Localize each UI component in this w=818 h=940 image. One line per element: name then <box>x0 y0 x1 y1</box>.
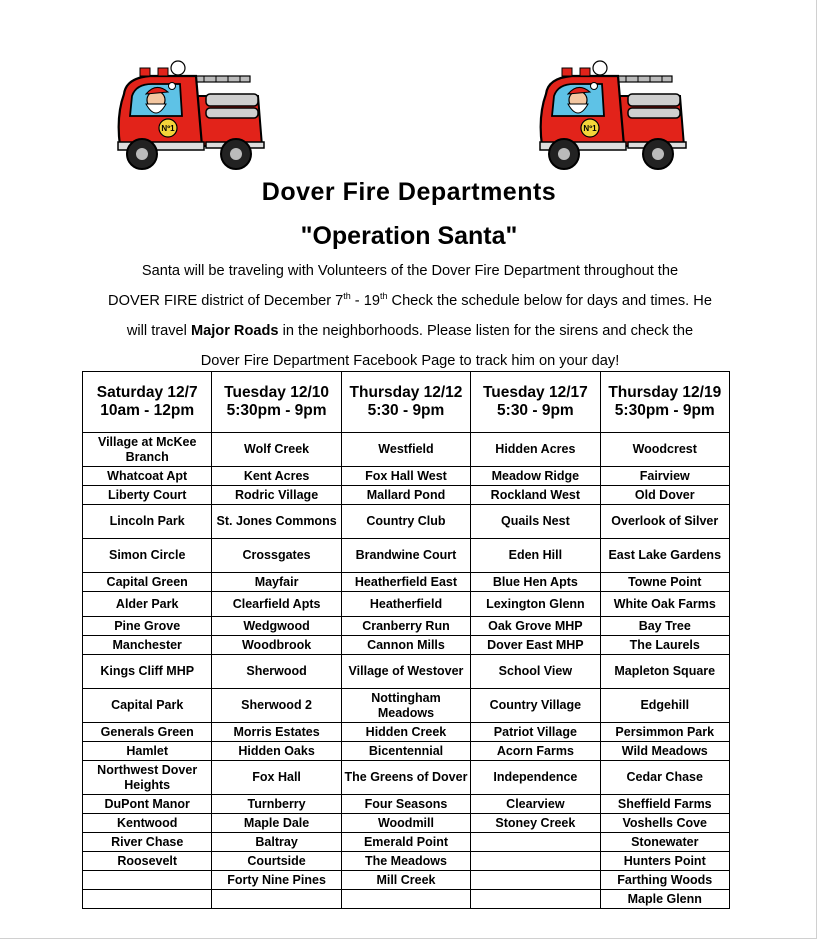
table-cell: Forty Nine Pines <box>212 871 341 890</box>
table-cell: Mallard Pond <box>341 486 470 505</box>
table-cell: Brandwine Court <box>341 539 470 573</box>
fire-truck-santa-illustration-left <box>110 56 272 174</box>
table-row <box>83 433 730 467</box>
table-row <box>83 871 730 890</box>
table-cell: Mayfair <box>212 573 341 592</box>
table-cell: Roosevelt <box>83 852 212 871</box>
table-cell: Pine Grove <box>83 617 212 636</box>
table-cell <box>471 833 600 852</box>
intro-paragraph <box>40 256 780 376</box>
table-cell: Simon Circle <box>83 539 212 573</box>
table-cell: Village at McKee Branch <box>83 433 212 467</box>
table-cell <box>83 890 212 909</box>
table-cell: Farthing Woods <box>600 871 729 890</box>
table-cell: Kentwood <box>83 814 212 833</box>
table-cell: Morris Estates <box>212 723 341 742</box>
table-cell: Sherwood <box>212 655 341 689</box>
intro-line-2a: DOVER FIRE district of December 7 <box>108 293 344 309</box>
table-cell: Cranberry Run <box>341 617 470 636</box>
intro-line-2b: - 19 <box>350 293 380 309</box>
intro-line-1: Santa will be traveling with Volunteers of the Dover Fire Department throughout the <box>141 263 679 279</box>
page-subtitle: "Operation Santa" <box>300 222 518 250</box>
table-cell: Kings Cliff MHP <box>83 655 212 689</box>
table-cell: Edgehill <box>600 689 729 723</box>
table-row <box>83 617 730 636</box>
intro-line-3b: in the neighborhoods. Please listen for the sirens and check the <box>278 323 694 339</box>
intro-line-2c: Check the schedule below for days and times. He <box>387 293 712 309</box>
table-cell: Hidden Acres <box>471 433 600 467</box>
column-header-0: Saturday 12/7 10am - 12pm <box>83 372 212 433</box>
schedule-body <box>83 433 730 909</box>
table-cell: Generals Green <box>83 723 212 742</box>
table-row <box>83 505 730 539</box>
table-cell: Stonewater <box>600 833 729 852</box>
table-cell <box>341 890 470 909</box>
table-cell: Baltray <box>212 833 341 852</box>
table-cell: Country Village <box>471 689 600 723</box>
table-cell: School View <box>471 655 600 689</box>
table-cell: Nottingham Meadows <box>341 689 470 723</box>
table-cell: Northwest Dover Heights <box>83 761 212 795</box>
table-cell: Stoney Creek <box>471 814 600 833</box>
table-cell: Oak Grove MHP <box>471 617 600 636</box>
table-cell: Clearfield Apts <box>212 592 341 617</box>
truck-badge-text: Nº1 <box>161 124 175 133</box>
intro-line-3a: will travel <box>126 323 191 339</box>
table-cell: Quails Nest <box>471 505 600 539</box>
table-row <box>83 795 730 814</box>
table-cell: Wedgwood <box>212 617 341 636</box>
table-cell: Patriot Village <box>471 723 600 742</box>
table-cell: Eden Hill <box>471 539 600 573</box>
table-cell: Hidden Creek <box>341 723 470 742</box>
table-cell <box>471 890 600 909</box>
table-cell: Old Dover <box>600 486 729 505</box>
column-header-4: Thursday 12/19 5:30pm - 9pm <box>600 372 729 433</box>
table-cell: Hidden Oaks <box>212 742 341 761</box>
table-cell: Clearview <box>471 795 600 814</box>
table-cell: Heatherfield <box>341 592 470 617</box>
table-cell: Overlook of Silver <box>600 505 729 539</box>
table-cell: Bay Tree <box>600 617 729 636</box>
table-cell: Manchester <box>83 636 212 655</box>
table-cell: The Laurels <box>600 636 729 655</box>
table-cell: Kent Acres <box>212 467 341 486</box>
intro-line-4: Dover Fire Department Facebook Page to track him on your day! <box>200 353 620 369</box>
table-cell: Maple Dale <box>212 814 341 833</box>
table-cell: Cannon Mills <box>341 636 470 655</box>
table-cell: Fairview <box>600 467 729 486</box>
schedule-header-row <box>83 372 730 433</box>
table-cell: Lincoln Park <box>83 505 212 539</box>
table-row <box>83 573 730 592</box>
table-cell: Wild Meadows <box>600 742 729 761</box>
table-cell: Independence <box>471 761 600 795</box>
table-row <box>83 761 730 795</box>
table-cell: Crossgates <box>212 539 341 573</box>
intro-sup-1: th <box>343 291 351 302</box>
table-cell: Maple Glenn <box>600 890 729 909</box>
table-row <box>83 833 730 852</box>
table-cell: Hamlet <box>83 742 212 761</box>
table-cell: Mapleton Square <box>600 655 729 689</box>
table-cell: Towne Point <box>600 573 729 592</box>
table-cell: White Oak Farms <box>600 592 729 617</box>
column-header-3: Tuesday 12/17 5:30 - 9pm <box>471 372 600 433</box>
table-cell: Woodmill <box>341 814 470 833</box>
table-cell: Bicentennial <box>341 742 470 761</box>
table-cell: Fox Hall West <box>341 467 470 486</box>
table-cell <box>212 890 341 909</box>
table-cell: Blue Hen Apts <box>471 573 600 592</box>
table-cell: The Meadows <box>341 852 470 871</box>
table-cell: Four Seasons <box>341 795 470 814</box>
table-cell: East Lake Gardens <box>600 539 729 573</box>
table-cell: The Greens of Dover <box>341 761 470 795</box>
table-cell: Capital Park <box>83 689 212 723</box>
intro-major-roads: Major Roads <box>190 323 279 339</box>
table-cell: Sherwood 2 <box>212 689 341 723</box>
table-cell: Mill Creek <box>341 871 470 890</box>
table-cell: Cedar Chase <box>600 761 729 795</box>
table-row <box>83 852 730 871</box>
table-cell: Wolf Creek <box>212 433 341 467</box>
table-row <box>83 467 730 486</box>
table-row <box>83 655 730 689</box>
table-cell: Emerald Point <box>341 833 470 852</box>
table-cell: St. Jones Commons <box>212 505 341 539</box>
column-header-2: Thursday 12/12 5:30 - 9pm <box>341 372 470 433</box>
table-cell <box>83 871 212 890</box>
table-cell: Westfield <box>341 433 470 467</box>
table-cell: Fox Hall <box>212 761 341 795</box>
table-cell <box>471 871 600 890</box>
table-cell: Dover East MHP <box>471 636 600 655</box>
column-header-1: Tuesday 12/10 5:30pm - 9pm <box>212 372 341 433</box>
table-cell: Woodcrest <box>600 433 729 467</box>
table-cell: Heatherfield East <box>341 573 470 592</box>
fire-truck-santa-illustration-right <box>532 56 694 174</box>
table-row <box>83 592 730 617</box>
table-cell: Village of Westover <box>341 655 470 689</box>
table-cell: Sheffield Farms <box>600 795 729 814</box>
table-cell: Lexington Glenn <box>471 592 600 617</box>
table-cell: DuPont Manor <box>83 795 212 814</box>
table-cell: Voshells Cove <box>600 814 729 833</box>
table-cell: Whatcoat Apt <box>83 467 212 486</box>
table-row <box>83 723 730 742</box>
table-row <box>83 890 730 909</box>
table-cell: Persimmon Park <box>600 723 729 742</box>
table-cell: Alder Park <box>83 592 212 617</box>
table-cell <box>471 852 600 871</box>
table-row <box>83 742 730 761</box>
table-cell: Capital Green <box>83 573 212 592</box>
table-row <box>83 689 730 723</box>
table-cell: Rockland West <box>471 486 600 505</box>
table-cell: Courtside <box>212 852 341 871</box>
table-row <box>83 636 730 655</box>
table-cell: Liberty Court <box>83 486 212 505</box>
table-row <box>83 539 730 573</box>
table-cell: Woodbrook <box>212 636 341 655</box>
table-row <box>83 486 730 505</box>
table-cell: Rodric Village <box>212 486 341 505</box>
table-cell: River Chase <box>83 833 212 852</box>
table-cell: Country Club <box>341 505 470 539</box>
table-cell: Acorn Farms <box>471 742 600 761</box>
page-title: Dover Fire Departments <box>261 178 557 206</box>
table-cell: Meadow Ridge <box>471 467 600 486</box>
truck-badge-text: Nº1 <box>583 124 597 133</box>
intro-sup-2: th <box>379 291 388 302</box>
table-cell: Turnberry <box>212 795 341 814</box>
table-row <box>83 814 730 833</box>
table-cell: Hunters Point <box>600 852 729 871</box>
schedule-table <box>82 371 730 909</box>
